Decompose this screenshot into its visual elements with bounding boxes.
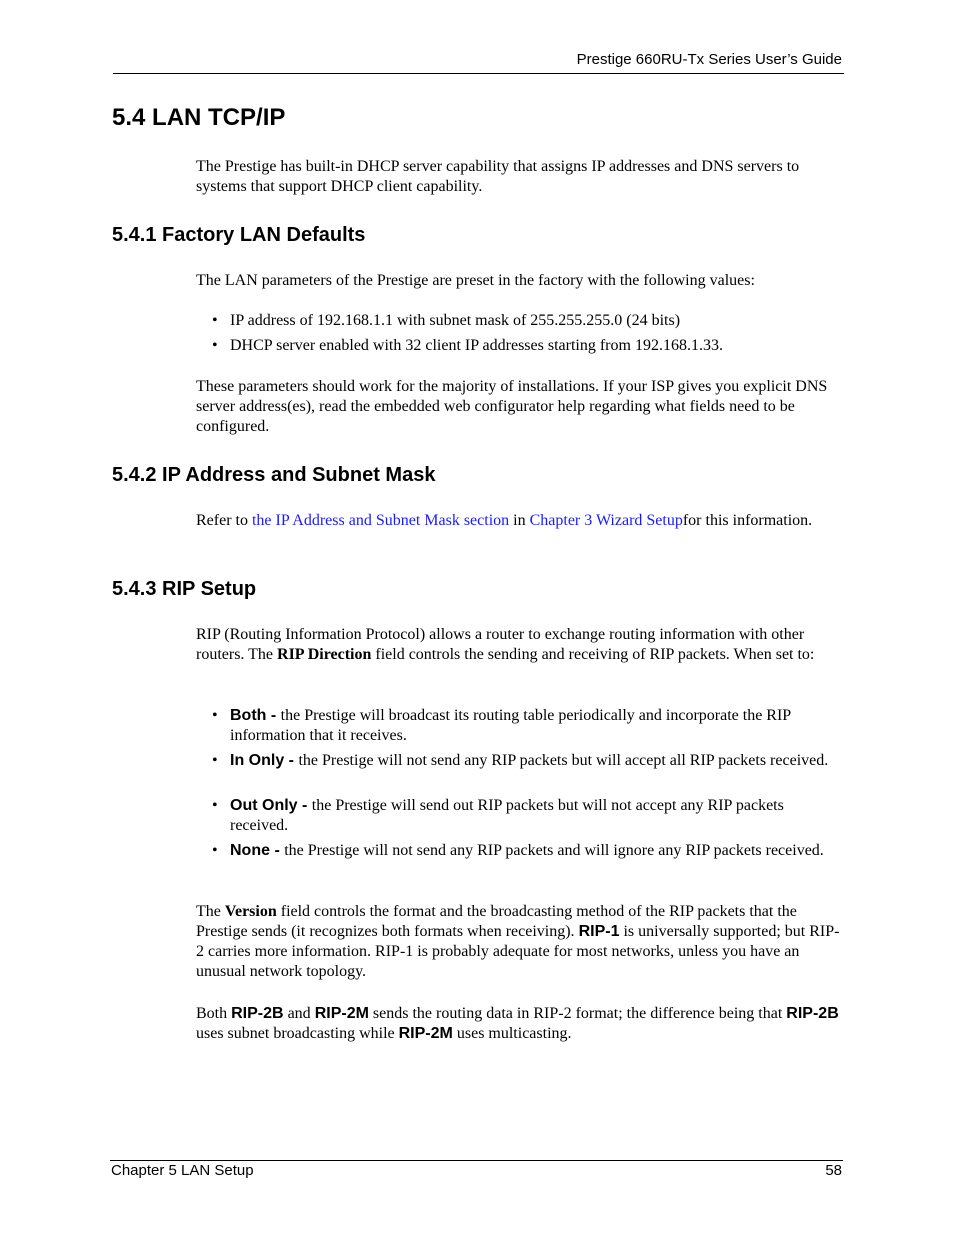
version-c: is universally supported; but RIP-2 carries more information. RIP-1 is probably adequate for most networks, unless you have an unusual network topology.	[196, 923, 840, 980]
rip2b-term: RIP-2B	[786, 1005, 839, 1022]
rip-option-desc: the Prestige will not send any RIP packets but will accept all RIP packets received.	[298, 752, 829, 769]
version-paragraph	[196, 902, 846, 982]
rip2m-term: RIP-2M	[314, 1005, 369, 1022]
page-number: 58	[825, 1162, 842, 1179]
in-text: in	[509, 512, 530, 529]
bullet-dot: •	[212, 752, 218, 769]
list-item-text: IP address of 192.168.1.1 with subnet mask of 255.255.255.0 (24 bits)	[230, 312, 681, 329]
both-c: uses subnet broadcasting while	[196, 1025, 399, 1042]
rip2m-term: RIP-2M	[398, 1025, 453, 1042]
for-this-information-text: for this information.	[682, 512, 813, 529]
ip-subnet-section-link[interactable]: the IP Address and Subnet Mask section	[251, 512, 510, 529]
list-item-text	[230, 706, 842, 746]
both-and: and	[283, 1005, 315, 1022]
both-b: sends the routing data in RIP-2 format; the difference being that	[368, 1005, 787, 1022]
ip-subnet-paragraph	[196, 511, 846, 531]
factory-intro: The LAN parameters of the Prestige are preset in the factory with the following values:	[196, 272, 755, 289]
rip1-term: RIP-1	[578, 923, 620, 940]
both-d: uses multicasting.	[452, 1025, 572, 1042]
header-rule	[113, 73, 844, 74]
wizard-setup-chapter-link[interactable]: Chapter 3 Wizard Setup	[529, 512, 683, 529]
footer-chapter: Chapter 5 LAN Setup	[111, 1162, 254, 1179]
rip-direction-term: RIP Direction	[277, 646, 372, 663]
rip-option-term: Out Only -	[230, 797, 312, 814]
subsection-title-542: 5.4.2 IP Address and Subnet Mask	[112, 464, 436, 486]
list-item-text	[230, 751, 842, 771]
version-b: field controls the format and the broadcasting method of the RIP packets that the Prestige sends (it recognizes both formats when receiving).	[196, 903, 797, 940]
rip-option-term: Both -	[230, 707, 281, 724]
subsection-title-541: 5.4.1 Factory LAN Defaults	[112, 224, 366, 246]
rip2b-term: RIP-2B	[231, 1005, 284, 1022]
section-intro: The Prestige has built-in DHCP server capability that assigns IP addresses and DNS servers to systems that support DHCP client capability.	[196, 158, 800, 195]
rip-intro	[196, 625, 846, 665]
refer-to-text: Refer to	[196, 512, 252, 529]
both-a: Both	[196, 1005, 232, 1022]
bullet-dot: •	[212, 337, 218, 354]
rip-intro-a: RIP (Routing Information Protocol) allows a router to exchange routing information with other routers. The	[196, 626, 805, 663]
bullet-dot: •	[212, 797, 218, 814]
list-item-text	[230, 841, 842, 861]
subsection-title-543: 5.4.3 RIP Setup	[112, 578, 257, 600]
bullet-dot: •	[212, 707, 218, 724]
rip-option-desc: the Prestige will broadcast its routing table periodically and incorporate the RIP information that it receives.	[230, 707, 791, 744]
rip-option-term: In Only -	[230, 752, 299, 769]
guide-title: Prestige 660RU-Tx Series User’s Guide	[576, 51, 842, 68]
list-item-text	[230, 796, 842, 836]
version-a: The	[196, 903, 225, 920]
version-term: Version	[224, 903, 277, 920]
list-item-text: DHCP server enabled with 32 client IP addresses starting from 192.168.1.33.	[230, 337, 723, 354]
bullet-dot: •	[212, 842, 218, 859]
rip2-paragraph	[196, 1004, 846, 1044]
rip-option-desc: the Prestige will not send any RIP packets and will ignore any RIP packets received.	[284, 842, 824, 859]
rip-option-desc: the Prestige will send out RIP packets but will not accept any RIP packets received.	[230, 797, 784, 834]
rip-intro-b: field controls the sending and receiving of RIP packets. When set to:	[371, 646, 815, 663]
bullet-dot: •	[212, 312, 218, 329]
rip-option-term: None -	[230, 842, 285, 859]
footer-rule	[110, 1160, 843, 1161]
section-title: 5.4 LAN TCP/IP	[112, 104, 286, 131]
factory-outro: These parameters should work for the majority of installations. If your ISP gives you explicit DNS server address(es), read the embedded web configurator help regarding what fields need to be configured.	[196, 378, 828, 435]
